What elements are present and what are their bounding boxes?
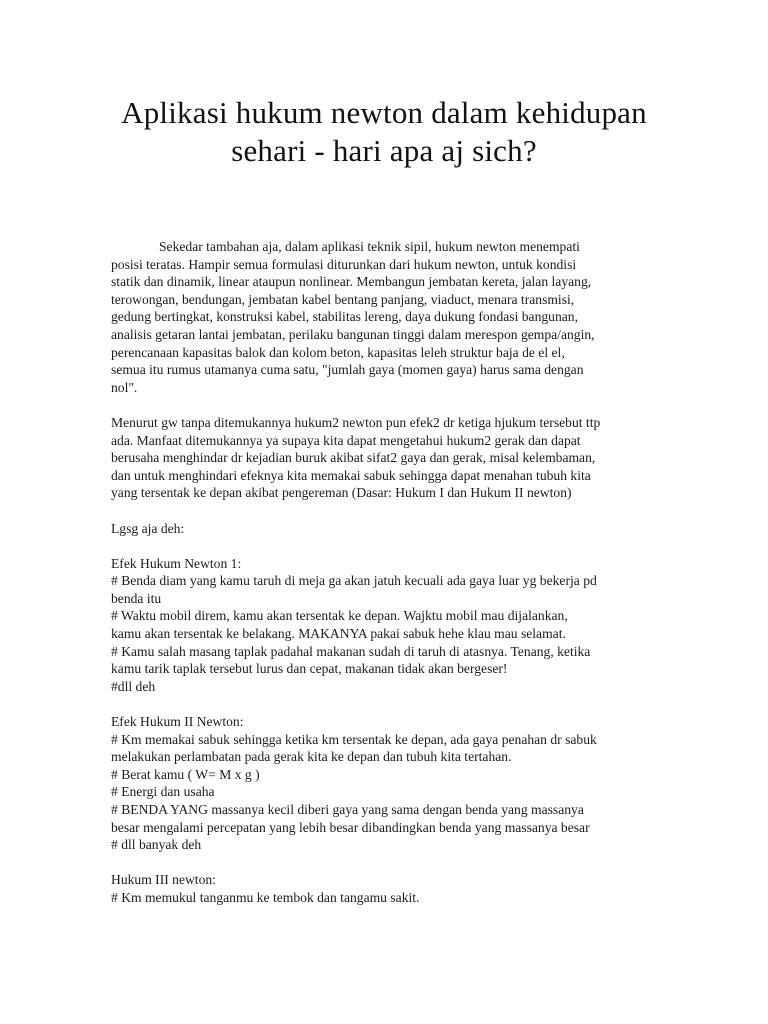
document-body: [111, 238, 711, 907]
section-newton-1: [111, 555, 711, 696]
section-heading: Efek Hukum Newton 1:: [111, 555, 242, 571]
paragraph-lead-in: [111, 520, 711, 538]
text-line: # dll banyak deh: [111, 837, 202, 853]
paragraph-opinion: [111, 414, 711, 502]
text-line: gedung bertingkat, konstruksi kabel, stabilitas lereng, daya dukung fondasi bangunan,: [111, 309, 578, 325]
text-line: statik dan dinamik, linear ataupun nonlinear. Membangun jembatan kereta, jalan layang,: [111, 274, 592, 290]
text-line: melakukan perlambatan pada gerak kita ke depan dan tubuh kita tertahan.: [111, 749, 512, 765]
text-line: Sekedar tambahan aja, dalam aplikasi teknik sipil, hukum newton menempati: [159, 239, 580, 254]
paragraph-spacer: [111, 396, 711, 414]
text-line: perencanaan kapasitas balok dan kolom beton, kapasitas leleh struktur baja de el el,: [111, 344, 565, 360]
text-line: Lgsg aja deh:: [111, 520, 185, 536]
paragraph-spacer: [111, 854, 711, 872]
text-line: # Waktu mobil direm, kamu akan tersentak ke depan. Wajktu mobil mau dijalankan,: [111, 608, 568, 624]
text-line: terowongan, bendungan, jembatan kabel bentang panjang, viaduct, menara transmisi,: [111, 291, 575, 307]
text-line: ada. Manfaat ditemukannya ya supaya kita dapat mengetahui hukum2 gerak dan dapat: [111, 432, 581, 448]
text-line: kamu akan tersentak ke belakang. MAKANYA pakai sabuk hehe klau mau selamat.: [111, 626, 566, 642]
text-line: berusaha menghindar dr kejadian buruk akibat sifat2 gaya dan gerak, misal kelembaman,: [111, 450, 596, 466]
paragraph-spacer: [111, 695, 711, 713]
text-line: #dll deh: [111, 678, 156, 694]
text-line: besar mengalami percepatan yang lebih besar dibandingkan benda yang massanya besar: [111, 819, 590, 835]
section-heading: Efek Hukum II Newton:: [111, 714, 244, 730]
text-line: # Km memukul tanganmu ke tembok dan tangamu sakit.: [111, 889, 420, 905]
paragraph-spacer: [111, 537, 711, 555]
text-line: kamu tarik taplak tersebut lurus dan cepat, makanan tidak akan bergeser!: [111, 661, 508, 677]
text-line: # BENDA YANG massanya kecil diberi gaya yang sama dengan benda yang massanya: [111, 802, 584, 817]
section-newton-2: [111, 713, 711, 854]
text-line: # Benda diam yang kamu taruh di meja ga akan jatuh kecuali ada gaya luar yg bekerja pd: [111, 573, 597, 589]
section-heading: Hukum III newton:: [111, 872, 216, 888]
paragraph-spacer: [111, 502, 711, 520]
text-line: yang tersentak ke depan akibat pengereman (Dasar: Hukum I dan Hukum II newton): [111, 485, 572, 501]
text-line: benda itu: [111, 590, 162, 606]
text-line: analisis getaran lantai jembatan, perilaku bangunan tinggi dalam merespon gempa/angin,: [111, 326, 595, 342]
section-newton-3: [111, 871, 711, 906]
text-line: # Energi dan usaha: [111, 784, 215, 800]
text-line: semua itu rumus utamanya cuma satu, "jumlah gaya (momen gaya) harus sama dengan: [111, 362, 584, 378]
text-line: dan untuk menghindari efeknya kita memakai sabuk sehingga dapat menahan tubuh kita: [111, 467, 591, 483]
text-line: posisi teratas. Hampir semua formulasi diturunkan dari hukum newton, untuk kondisi: [111, 256, 577, 272]
text-line: nol".: [111, 379, 138, 395]
text-line: Menurut gw tanpa ditemukannya hukum2 newton pun efek2 dr ketiga hjukum tersebut ttp: [111, 414, 601, 430]
text-line: # Berat kamu ( W= M x g ): [111, 766, 260, 782]
text-line: # Kamu salah masang taplak padahal makanan sudah di taruh di atasnya. Tenang, ketika: [111, 643, 591, 659]
paragraph-intro: [111, 238, 711, 396]
document-title: Aplikasi hukum newton dalam kehidupan sehari - hari apa aj sich?: [121, 95, 647, 168]
text-line: # Km memakai sabuk sehingga ketika km tersentak ke depan, ada gaya penahan dr sabuk: [111, 731, 597, 747]
